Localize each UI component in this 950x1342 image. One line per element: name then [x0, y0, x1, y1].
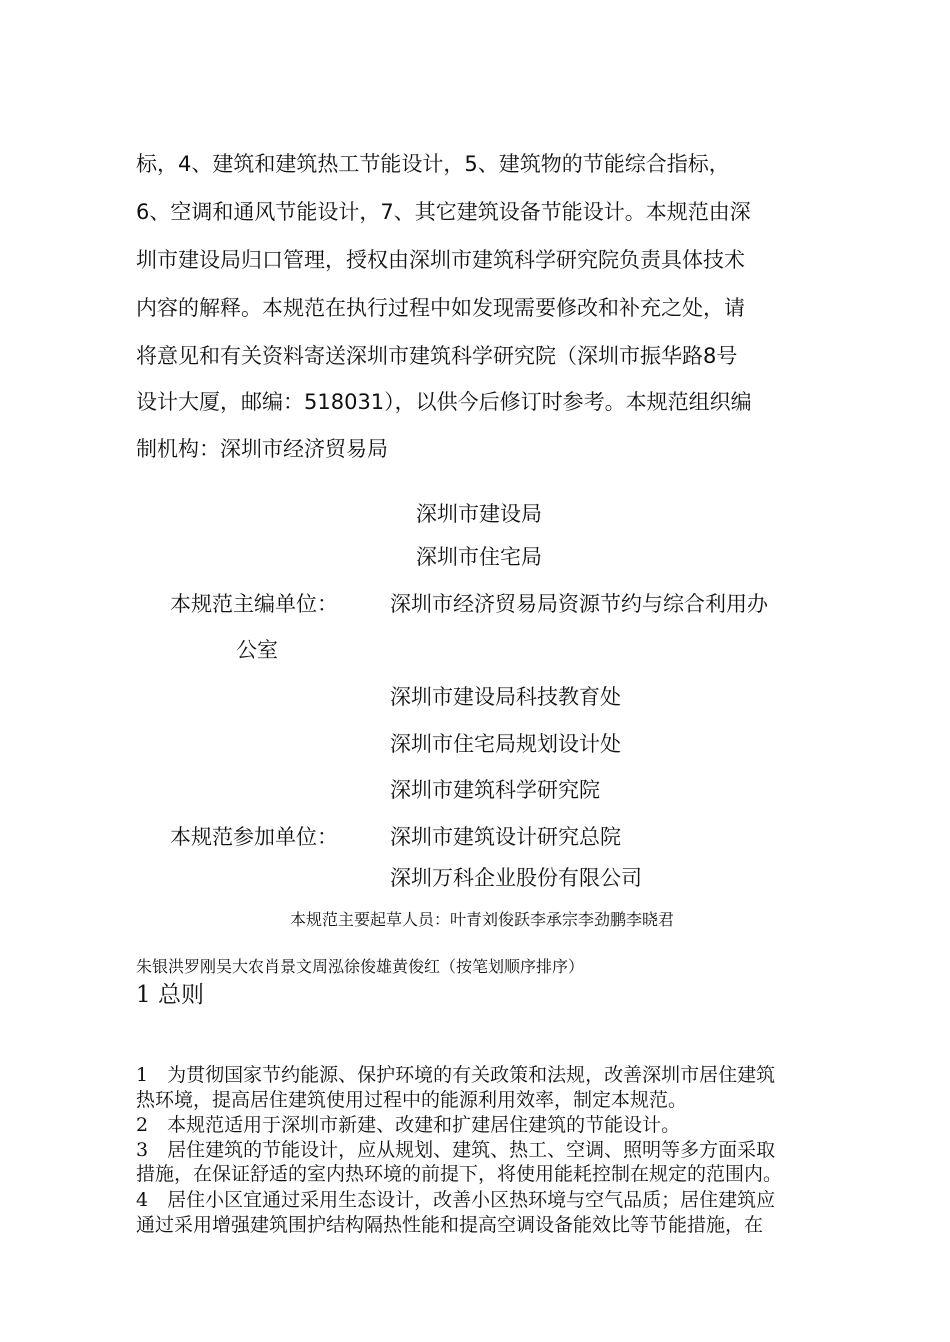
- participant-unit: 深圳万科企业股份有限公司: [390, 866, 642, 890]
- editor-label: 本规范主编单位：: [170, 592, 338, 616]
- editor-unit: 公室: [236, 638, 278, 662]
- section-line: 3 居住建筑的节能设计，应从规划、建筑、热工、空调、照明等多方面采取: [136, 1139, 776, 1161]
- editor-unit: 深圳市住宅局规划设计处: [390, 732, 621, 756]
- participant-unit: 深圳市建筑设计研究总院: [390, 825, 621, 849]
- section-line: 措施，在保证舒适的室内热环境的前提下，将使用能耗控制在规定的范围内。: [136, 1163, 783, 1185]
- org-line: 深圳市建设局: [416, 502, 542, 526]
- editor-unit: 深圳市建设局科技教育处: [390, 685, 621, 709]
- section-line: 通过采用增强建筑围护结构隔热性能和提高空调设备能效比等节能措施，在: [136, 1214, 764, 1236]
- section-line: 2 本规范适用于深圳市新建、改建和扩建居住建筑的节能设计。: [136, 1114, 681, 1136]
- section-line: 4 居住小区宜通过采用生态设计，改善小区热环境与空气品质；居住建筑应: [136, 1189, 776, 1211]
- chapter-title: 1 总则: [136, 982, 204, 1008]
- intro-line: 圳市建设局归口管理，授权由深圳市建筑科学研究院负责具体技术: [136, 248, 745, 272]
- intro-line: 内容的解释。本规范在执行过程中如发现需要修改和补充之处，请: [136, 296, 745, 320]
- section-line: 热环境，提高居住建筑使用过程中的能源利用效率，制定本规范。: [136, 1089, 688, 1111]
- intro-line: 将意见和有关资料寄送深圳市建筑科学研究院（深圳市振华路8号: [136, 344, 738, 368]
- intro-line: 6、空调和通风节能设计，7、其它建筑设备节能设计。本规范由深: [136, 200, 751, 224]
- editor-unit: 深圳市经济贸易局资源节约与综合利用办: [390, 592, 768, 616]
- participant-label: 本规范参加单位：: [170, 825, 338, 849]
- section-line: 1 为贯彻国家节约能源、保护环境的有关政策和法规，改善深圳市居住建筑: [136, 1064, 776, 1086]
- drafters-line: 朱银洪罗刚吴大农肖景文周泓徐俊雄黄俊红（按笔划顺序排序）: [136, 957, 585, 976]
- intro-line: 设计大厦，邮编：518031），以供今后修订时参考。本规范组织编: [136, 390, 752, 414]
- org-line: 深圳市住宅局: [416, 545, 542, 569]
- drafters-line: 本规范主要起草人员：叶青刘俊跃李承宗李劲鹏李晓君: [290, 910, 675, 929]
- editor-unit: 深圳市建筑科学研究院: [390, 778, 600, 802]
- intro-line: 标，4、建筑和建筑热工节能设计，5、建筑物的节能综合指标，: [136, 152, 730, 176]
- intro-line: 制机构：深圳市经济贸易局: [136, 437, 388, 461]
